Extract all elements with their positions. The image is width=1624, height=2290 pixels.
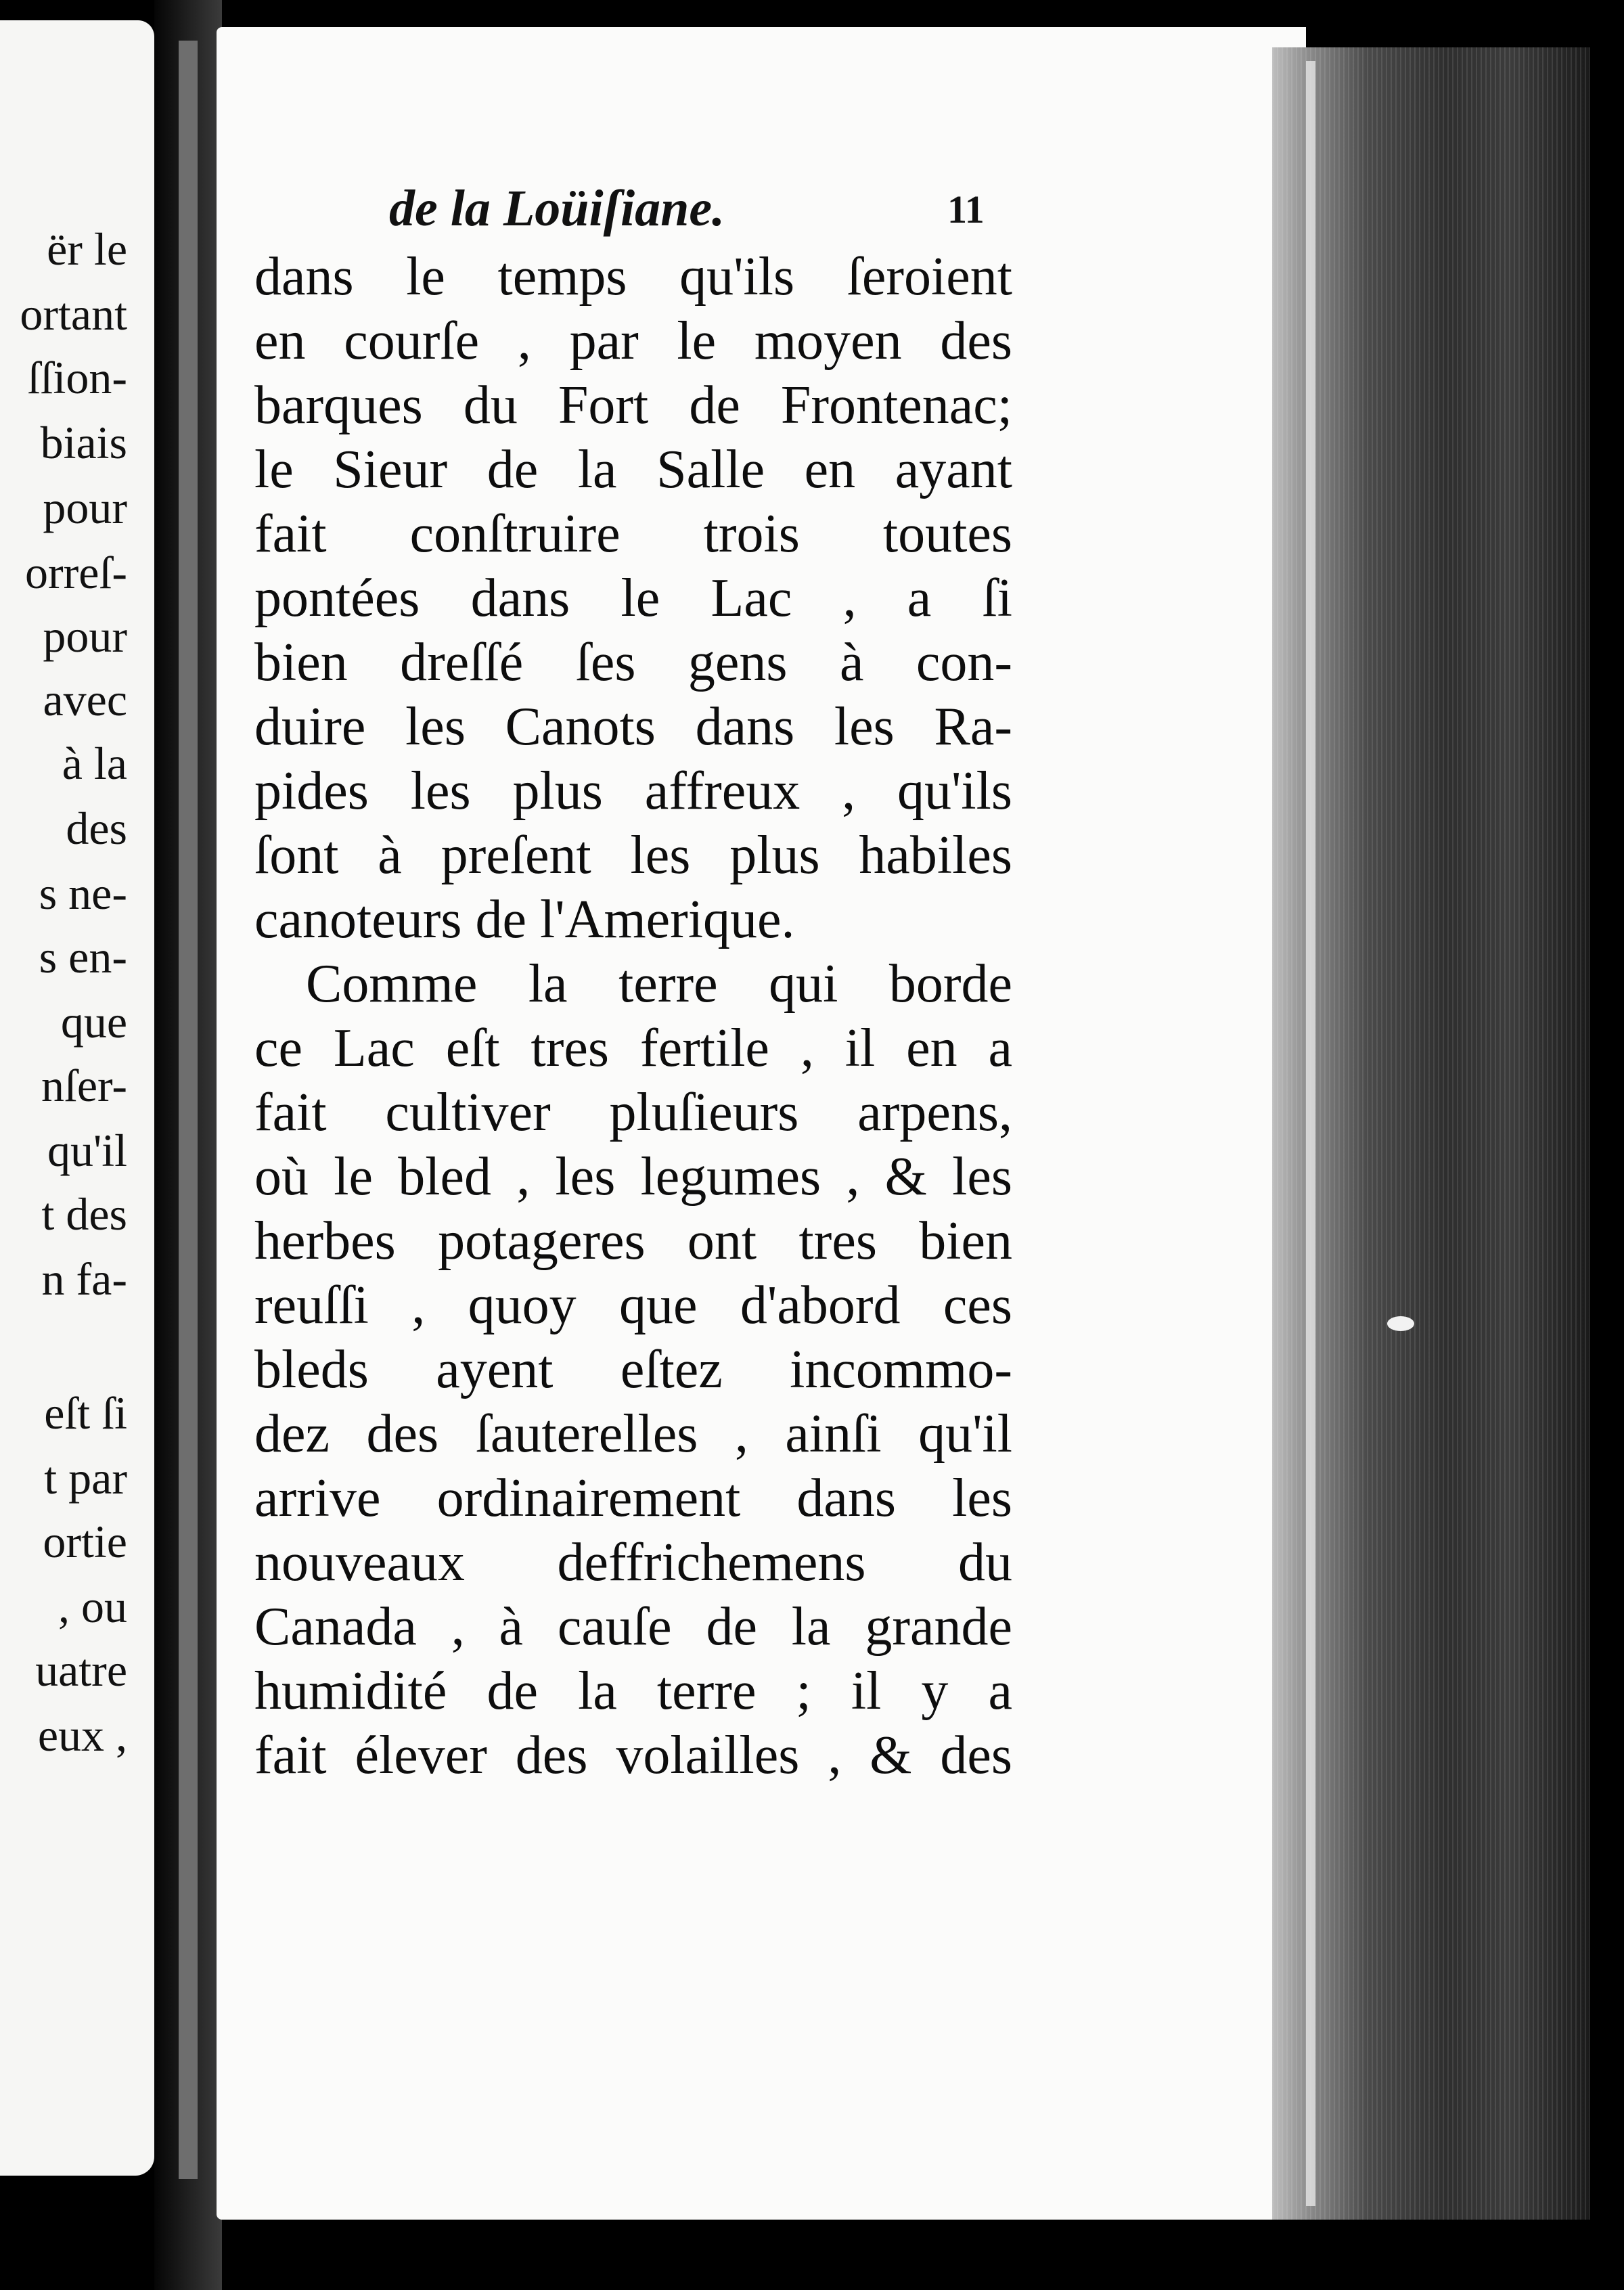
book-gutter <box>154 0 222 2290</box>
text-line: ſont à preſent les plus habiles <box>254 826 1012 885</box>
left-page-fragment: t par <box>44 1452 127 1504</box>
left-page-fragment: ortie <box>43 1516 127 1567</box>
running-title: de la Loüiſiane. <box>389 180 725 237</box>
paragraph-last-line: canoteurs de l'Amerique. <box>254 890 795 949</box>
text-line: arrive ordinairement dans les <box>254 1468 1012 1528</box>
left-page-fragment: qu'il <box>47 1125 127 1176</box>
text-line: barques du Fort de Frontenac; <box>254 376 1012 435</box>
left-page-fragment: à la <box>62 738 127 789</box>
text-line: nouveaux deffrichemens du <box>254 1533 1012 1592</box>
text-line: ce Lac eſt tres fertile , il en a <box>254 1018 1012 1078</box>
left-page-fragment: eux , <box>37 1709 127 1761</box>
running-head <box>217 181 1001 242</box>
text-line: pontées dans le Lac , a ſi <box>254 568 1012 628</box>
text-line: dans le temps qu'ils ſeroient <box>254 247 1012 307</box>
text-line: où le bled , les legumes , & les <box>254 1147 1012 1207</box>
left-page-fragment: que <box>60 996 127 1048</box>
text-line: le Sieur de la Salle en ayant <box>254 440 1012 499</box>
text-line: duire les Canots dans les Ra- <box>254 697 1012 757</box>
text-line: bleds ayent eſtez incommo- <box>254 1340 1012 1399</box>
left-page-fragment: pour <box>43 610 127 662</box>
left-page-fragment: s ne- <box>39 868 127 919</box>
text-line: fait cultiver pluſieurs arpens, <box>254 1083 1012 1142</box>
left-page-fragment: uatre <box>35 1644 127 1696</box>
text-line: fait élever des volailles , & des <box>254 1726 1012 1785</box>
left-page-fragment: ſſion- <box>27 352 127 403</box>
text-line: humidité de la terre ; il y a <box>254 1661 1012 1721</box>
text-line: reuſſi , quoy que d'abord ces <box>254 1276 1012 1335</box>
left-page-fragment: n fa- <box>41 1253 127 1305</box>
text-line: fait conſtruire trois toutes <box>254 504 1012 564</box>
text-line: bien dreſſé ſes gens à con- <box>254 633 1012 692</box>
text-line: dez des ſauterelles , ainſi qu'il <box>254 1404 1012 1464</box>
page-edge-highlight <box>1306 61 1315 2206</box>
text-line: en courſe , par le moyen des <box>254 311 1012 371</box>
left-page-fragment: , ou <box>58 1581 127 1632</box>
gutter-band <box>179 41 198 2179</box>
left-page-fragment: s en- <box>39 931 127 983</box>
left-page-fragment: orreſ- <box>24 547 127 598</box>
body-text <box>254 245 1012 1788</box>
left-page-fragment: des <box>66 803 127 854</box>
paper-spot <box>1387 1316 1414 1331</box>
left-page-fragment: biais <box>40 417 127 468</box>
page-number: 11 <box>947 187 985 231</box>
left-page-fragment: nſer- <box>41 1060 127 1111</box>
paragraph-first-line: Comme la terre qui borde <box>306 954 1012 1014</box>
left-page-fragment: ër le <box>47 223 127 275</box>
text-line: herbes potageres ont tres bien <box>254 1211 1012 1271</box>
left-page-fragment: eſt ſi <box>44 1387 127 1439</box>
left-page <box>0 20 154 2176</box>
text-line: Canada , à cauſe de la grande <box>254 1597 1012 1657</box>
right-page <box>217 27 1306 2220</box>
left-page-fragment: pour <box>43 482 127 533</box>
left-page-fragment: avec <box>43 674 127 725</box>
text-line: pides les plus affreux , qu'ils <box>254 761 1012 821</box>
left-page-fragment: ortant <box>20 288 127 340</box>
page-edges <box>1272 47 1590 2220</box>
left-page-fragment: t des <box>41 1188 127 1240</box>
